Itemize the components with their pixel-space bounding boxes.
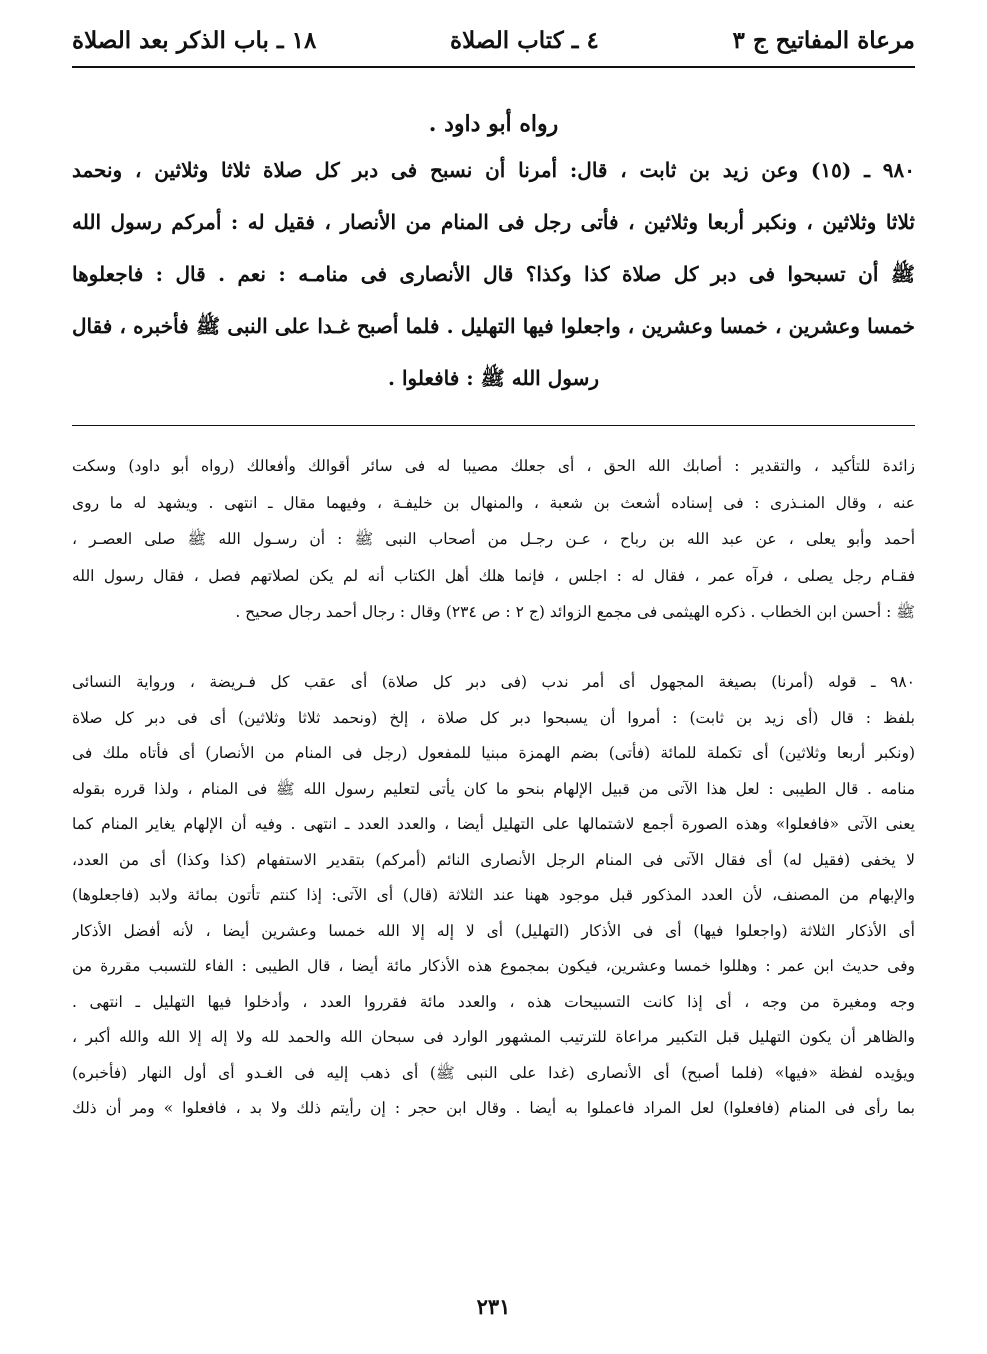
commentary-line: والظاهر أن يكون التهليل قبل التكبير مراعاة للترتيب المشهور الوارد فى سبحان الله والحمد لله ولا إله إلا الله والله أكبر ، — [72, 1028, 915, 1046]
commentary-line: بلفظ : قال (أى زيد بن ثابت) : أمروا أن يسبحوا دبر كل صلاة ، إلخ (ونحمد ثلاثا وثلاثين) أى فى دبر كل صلاة — [72, 708, 915, 727]
hadith-line: ٩٨٠ ـ (١٥) وعن زيد بن ثابت ، قال: أمرنا أن نسبح فى دبر كل صلاة ثلاثا وثلاثين ، ونحمد — [72, 158, 915, 182]
section-divider — [72, 425, 915, 426]
commentary-line: ﷺ : أحسن ابن الخطاب . ذكره الهيثمى فى مجمع الزوائد (ج ٢ : ص ٢٣٤) وقال : رجال أحمد رجال صحيح . — [235, 603, 915, 621]
commentary-line: ويؤيده لفظة «فيها» (فلما أصبح) أى الأنصارى (غدا على النبى ﷺ) أى ذهب إليه فى الغـدو أى أول النهار (فأخبره) — [72, 1063, 915, 1082]
hadith-line: ثلاثا وثلاثين ، ونكبر أربعا وثلاثين ، فأتى رجل فى المنام من الأنصار ، فقيل له : أمركم رسول الله — [72, 210, 915, 234]
commentary-line: أى الأذكار الثلاثة (واجعلوا فيها) أى فى الأذكار (التهليل) أى لا إله إلا الله خمسا وعشرين أيضا ، لأنه أفضل الأذكار — [72, 921, 915, 940]
commentary-line: منامه . قال الطيبى : لعل هذا الآتى من قبيل الإلهام بنحو ما كان يأتى لتعليم رسول الله ﷺ فى المنام ، ولذا قرره بقوله — [72, 779, 915, 798]
commentary-previous — [72, 448, 915, 631]
commentary-line: أحمد وأبو يعلى ، عن عبد الله بن رباح ، عـن رجـل من أصحاب النبى ﷺ : أن رسـول الله ﷺ صلى العصـر ، — [72, 530, 915, 548]
commentary-line: بما رأى فى المنام (فافعلوا) لعل المراد فاعملوا به أيضا . وقال ابن حجر : إن رأيتم ذلك ولا بد ، فافعلوا » ومر أن ذلك — [72, 1099, 915, 1117]
commentary-line: (ونكبر أربعا وثلاثين) أى تكملة للمائة (فأتى) بضم الهمزة مبنيا للمفعول (رجل فى المنام من الأنصار) أى فأتاه ملك فى — [72, 744, 915, 762]
commentary-line: والإبهام من المصنف، لأن العدد المذكور قبل موجود ههنا عند الثلاثة (قال) أى الآتى: إذا كنتم تأتون بمائة ولابد (فاجعلوها) — [72, 886, 915, 904]
running-header — [72, 22, 915, 58]
commentary-line: ٩٨٠ ـ قوله (أمرنا) بصيغة المجهول أى أمر ندب (فى دبر كل صلاة) أى عقب كل فـريضة ، ورواية النسائى — [72, 673, 915, 691]
commentary-line: لا يخفى (فقيل له) أى فقال الآتى فى المنام الرجل الأنصارى النائم (أمركم) بتقدير الاستفهام (كذا وكذا) أى من العدد، — [72, 850, 915, 869]
page-number: ٢٣١ — [476, 1294, 511, 1319]
commentary-current — [72, 665, 915, 1127]
commentary-line: وفى حديث ابن عمر : وهللوا خمسا وعشرين، فيكون بمجموع هذه الأذكار مائة أيضا ، قال الطيبى : الفاء للتسبب مقررة من — [72, 957, 915, 975]
commentary-line: زائدة للتأكيد ، والتقدير : أصابك الله الحق ، أى جعلك مصيبا له فى سائر أقوالك وأفعالك (رواه أبو داود) وسكت — [72, 457, 915, 475]
commentary-line: عنه ، وقال المنـذرى : فى إسناده أشعث بن شعبة ، والمنهال بن خليفـة ، وفيهما مقال ـ انتهى . ويشهد له ما روى — [72, 493, 915, 512]
hadith-text — [72, 104, 915, 404]
commentary-line: وجه ومغيرة من وجه ، أى إذا كانت التسبيحات هذه ، والعدد مائة فقرروا العدد ، وأدخلوا فيها التهليل ـ انتهى . — [72, 992, 915, 1011]
header-volume-title: مرعاة المفاتيح ج ٣ — [732, 26, 915, 54]
header-chapter-title: ١٨ ـ باب الذكر بعد الصلاة — [72, 26, 317, 54]
header-book-title: ٤ ـ كتاب الصلاة — [450, 26, 599, 54]
hadith-line: خمسا وعشرين ، خمسا وعشرين ، واجعلوا فيها التهليل . فلما أصبح غـدا على النبى ﷺ فأخبره ، فقال — [72, 314, 915, 338]
attribution-line: رواه أبو داود . — [428, 111, 559, 137]
hadith-line: ﷺ أن تسبحوا فى دبر كل صلاة كذا وكذا؟ قال الأنصارى فى منامـه : نعم . قال : فاجعلوها — [72, 262, 915, 286]
commentary-line: فقـام رجل يصلى ، فرآه عمر ، فقال له : اجلس ، فإنما هلك أهل الكتاب أنه لم يكن لصلاتهم فصل ، فقال رسول الله — [72, 566, 915, 585]
hadith-line: رسول الله ﷺ : فافعلوا . — [388, 366, 599, 390]
commentary-line: يعنى الآتى «فافعلوا» وهذه الصورة أجمع لاشتمالها على التهليل أيضا ، والعدد العدد ـ انتهى . وفيه أن الإلهام يغاير المنام كما — [72, 815, 915, 833]
header-rule — [72, 66, 915, 68]
